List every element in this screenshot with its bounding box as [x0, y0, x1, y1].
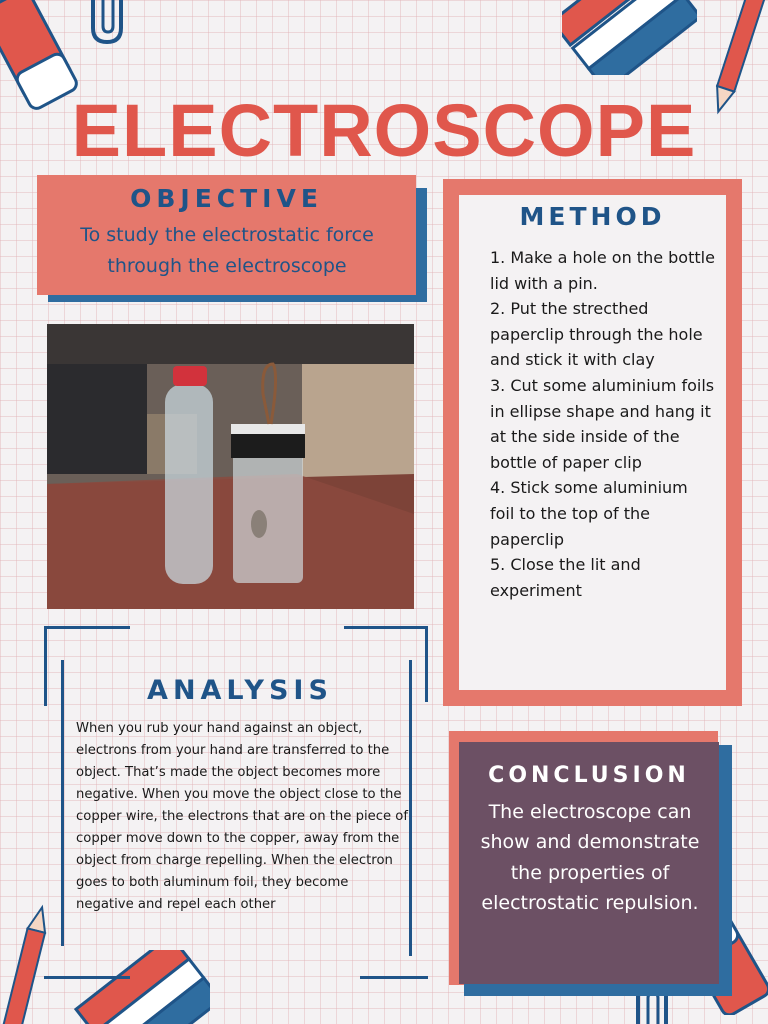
paperclip-icon [83, 0, 133, 50]
analysis-frame-line [425, 626, 428, 702]
analysis-frame-line [344, 626, 428, 629]
conclusion-text: The electroscope can show and demonstrate the properties of electrostatic repulsion. [480, 801, 700, 914]
objective-text: To study the electrostatic force through the electroscope [80, 224, 374, 277]
method-step: 4. Stick some aluminium foil to the top of the paperclip [490, 478, 688, 549]
method-heading: METHOD [519, 202, 666, 231]
books-icon [562, 0, 697, 75]
objective-heading: OBJECTIVE [130, 184, 323, 213]
conclusion-heading: CONCLUSION [488, 763, 690, 788]
page-title: ELECTROSCOPE [71, 89, 697, 172]
method-step: 5. Close the lit and experiment [490, 555, 641, 600]
analysis-frame-line [61, 660, 64, 946]
analysis-frame-line [44, 976, 130, 979]
pencil-icon [0, 900, 60, 1024]
method-steps [490, 245, 715, 603]
books-icon [70, 950, 210, 1024]
analysis-frame-line [44, 626, 47, 706]
analysis-frame-line [360, 976, 428, 979]
analysis-frame-line [44, 626, 130, 629]
method-step: 1. Make a hole on the bottle lid with a pin. [490, 248, 715, 293]
electroscope-photo [47, 324, 414, 609]
method-step: 3. Cut some aluminium foils in ellipse shape and hang it at the side inside of the bottle of paper clip [490, 375, 715, 472]
analysis-heading: ANALYSIS [147, 675, 333, 706]
method-step: 2. Put the strecthed paperclip through the hole and stick it with clay [490, 299, 703, 370]
analysis-text: When you rub your hand against an object, electrons from your hand are transferred to the object. That’s made the object becomes more negative. When you move the object close to the copper wire, the electrons that are on the piece of copper move down to the copper, away from the object from charge repelling. When the electron goes to both aluminum foil, they become negative and repel each other [76, 721, 408, 912]
